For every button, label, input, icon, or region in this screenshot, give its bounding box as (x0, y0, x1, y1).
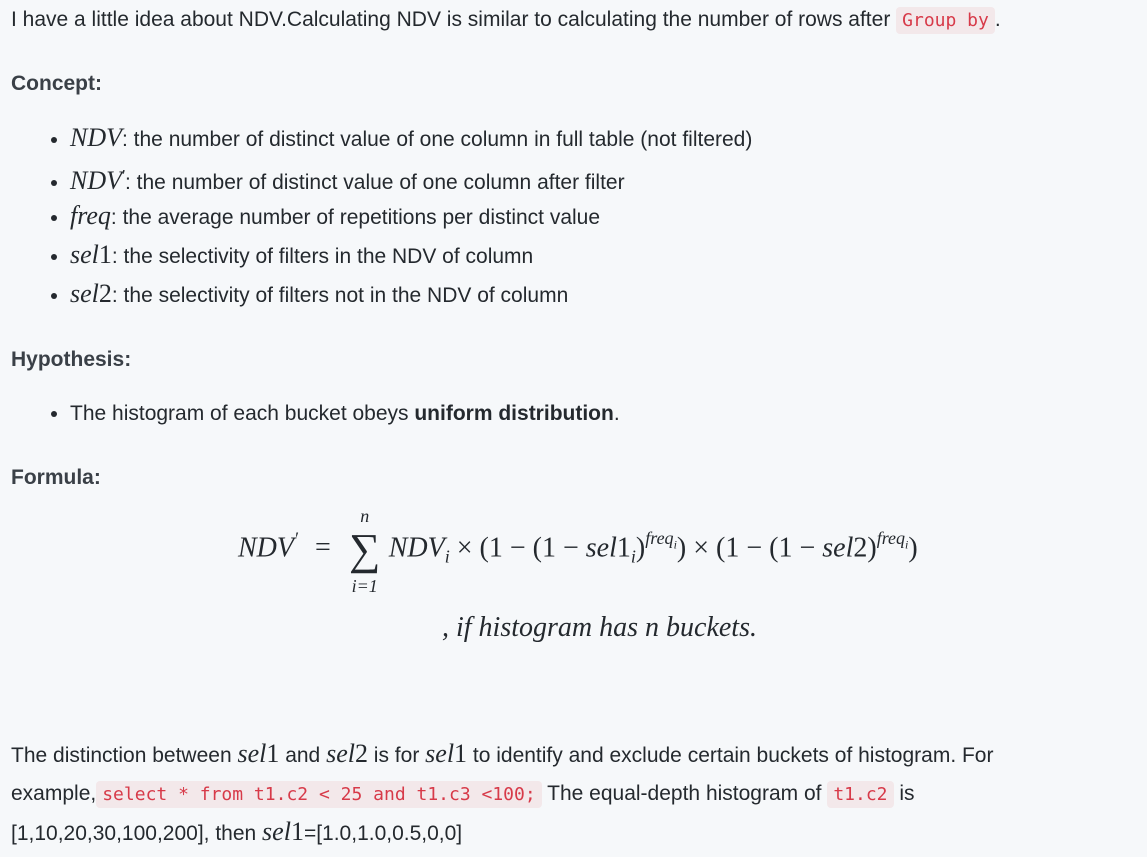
formula-heading: Formula: (11, 466, 101, 489)
hypothesis-heading: Hypothesis: (11, 348, 132, 371)
formula-prime: ′ (294, 528, 298, 549)
list-item-text: : the selectivity of filters not in the NDV of column (111, 284, 569, 307)
distinction-text: =[1.0,1.0,0.5,0,0] (303, 822, 463, 845)
distinction-text: example, (11, 782, 97, 805)
hypothesis-bold: uniform distribution (414, 402, 614, 425)
list-item (70, 118, 752, 157)
formula-exp-sub: i (905, 538, 909, 553)
intro-text: I have a little idea about NDV.Calculating NDV is similar to calculating the number of rows after (11, 8, 897, 31)
formula-paren: ) (676, 532, 687, 564)
formula-part: (1 − (1 − (716, 532, 823, 564)
sel-symbol: sel (425, 739, 455, 768)
distinction-text: The equal-depth histogram of (541, 782, 828, 805)
sel1-symbol: sel (70, 240, 99, 269)
intro-paragraph (11, 0, 1139, 41)
sel-symbol: sel (326, 739, 355, 768)
formula-exp-sub: i (673, 538, 677, 553)
distinction-text: The distinction between (11, 744, 238, 767)
sel-number: 2 (354, 739, 368, 768)
formula-paren: ) (908, 532, 918, 564)
ndv-prime-symbol: NDV (70, 166, 122, 195)
sel2-symbol: sel (70, 279, 99, 308)
list-item-text: : the number of distinct value of one column after filter (125, 171, 625, 194)
group-by-code: Group by (896, 7, 995, 34)
formula-sel2-num: 2 (853, 532, 868, 564)
formula-part: (1 − (1 − (479, 532, 586, 564)
concept-heading: Concept: (11, 72, 102, 95)
formula-sub-i: i (444, 546, 450, 567)
column-code: t1.c2 (827, 781, 893, 808)
formula-exp-freq: freq (876, 528, 906, 549)
sel-number: 1 (454, 739, 468, 768)
distinction-text: is for (367, 744, 426, 767)
distinction-line-3 (11, 812, 1139, 854)
formula-sel1: sel (585, 532, 617, 564)
summation (345, 506, 385, 596)
sql-code: select * from t1.c2 < 25 and t1.c3 <100; (96, 781, 541, 808)
sigma-symbol: ∑ (349, 525, 381, 574)
hypothesis-list (40, 394, 620, 433)
hypothesis-end: . (613, 402, 620, 425)
list-item (70, 394, 620, 433)
list-item (70, 274, 752, 313)
list-item (70, 157, 752, 196)
times-symbol: × (693, 532, 710, 564)
formula-lhs: NDV (238, 532, 294, 564)
distinction-line-2 (11, 774, 1139, 815)
formula-exp-freq: freq (645, 528, 674, 549)
distinction-text: [1,10,20,30,100,200], then (11, 822, 263, 845)
sel2-number: 2 (98, 279, 112, 308)
concept-list (40, 118, 752, 313)
sel-number: 1 (266, 739, 280, 768)
list-item (70, 235, 752, 274)
formula-equals: = (314, 532, 331, 564)
formula-paren: ) (867, 532, 877, 564)
hypothesis-text: The histogram of each bucket obeys (70, 402, 415, 425)
list-item-text: : the number of distinct value of one column in full table (not filtered) (122, 128, 753, 151)
summation-lower: i=1 (351, 576, 378, 596)
list-item-text: : the average number of repetitions per distinct value (110, 206, 601, 229)
distinction-text: and (279, 744, 327, 767)
formula-paren: ) (635, 532, 646, 564)
prime-mark: ′ (122, 168, 125, 185)
ndv-symbol: NDV (70, 123, 122, 152)
list-item-text: : the selectivity of filters in the NDV of column (111, 245, 534, 268)
sel-number: 1 (290, 817, 304, 846)
intro-end: . (994, 8, 1001, 31)
sel-symbol: sel (262, 817, 291, 846)
list-item (70, 196, 752, 235)
formula-condition: , if histogram has n buckets. (442, 612, 757, 643)
distinction-text: is (893, 782, 915, 805)
times-symbol: × (456, 532, 473, 564)
distinction-line-1 (11, 734, 1139, 776)
sel1-number: 1 (98, 240, 112, 269)
ndv-formula (238, 506, 918, 596)
formula-sub-i: i (630, 546, 636, 567)
freq-symbol: freq (70, 201, 111, 230)
summation-upper: n (360, 506, 370, 526)
formula-sel1-num: 1 (616, 532, 631, 564)
formula-ndv-i: NDV (388, 532, 445, 564)
formula-sel2: sel (822, 532, 854, 564)
distinction-text: to identify and exclude certain buckets of histogram. For (467, 744, 994, 767)
sel-symbol: sel (237, 739, 267, 768)
